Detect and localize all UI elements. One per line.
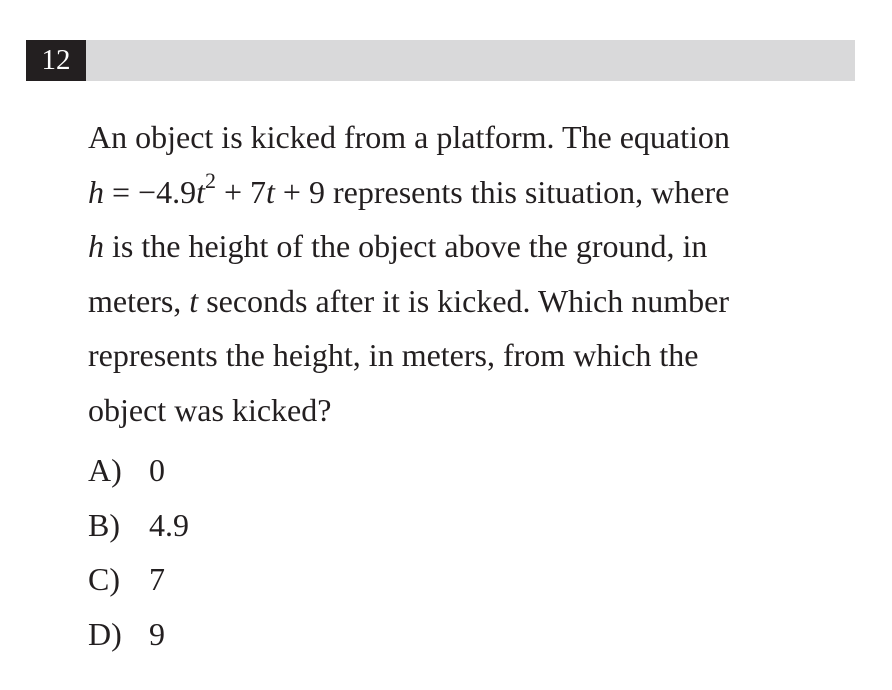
question-text: is the height of the object above the ground, in <box>104 228 708 264</box>
variable-t: t <box>196 173 205 210</box>
question-number: 12 <box>26 40 86 81</box>
choice-letter: A) <box>88 452 122 488</box>
choice-text: 4.9 <box>149 506 189 543</box>
choice-text: 7 <box>149 561 165 597</box>
question-text: seconds after it is kicked. Which number <box>198 282 729 319</box>
choice-letter: C) <box>88 561 120 597</box>
question-line-5: represents the height, in meters, from which the <box>88 337 699 373</box>
question-text: + 9 represents this situation, where <box>274 173 730 210</box>
question-line-1: An object is kicked from a platform. The equation <box>88 119 730 155</box>
question-stem <box>88 110 848 437</box>
variable-h: h <box>88 173 104 210</box>
question-line-2 <box>88 165 848 220</box>
question-line-3 <box>88 219 848 274</box>
variable-t: t <box>189 282 199 319</box>
question-line-6: object was kicked? <box>88 391 332 428</box>
choice-text: 0 <box>149 452 165 488</box>
choice-a[interactable] <box>88 443 189 498</box>
choice-c[interactable] <box>88 552 189 607</box>
exponent: 2 <box>204 167 216 193</box>
question-header-bar <box>26 40 855 81</box>
variable-h: h <box>88 228 104 264</box>
equation-part: = −4.9 <box>104 173 197 210</box>
question-line-4 <box>88 274 848 329</box>
choice-letter: D) <box>88 615 122 652</box>
question-text: meters, <box>88 282 190 319</box>
variable-t: t <box>266 173 275 210</box>
choice-d[interactable] <box>88 607 189 662</box>
equation-part: + 7 <box>215 173 267 210</box>
choice-b[interactable] <box>88 498 189 553</box>
choice-text: 9 <box>149 615 165 652</box>
choice-letter: B) <box>88 506 120 543</box>
answer-choices <box>88 443 189 661</box>
